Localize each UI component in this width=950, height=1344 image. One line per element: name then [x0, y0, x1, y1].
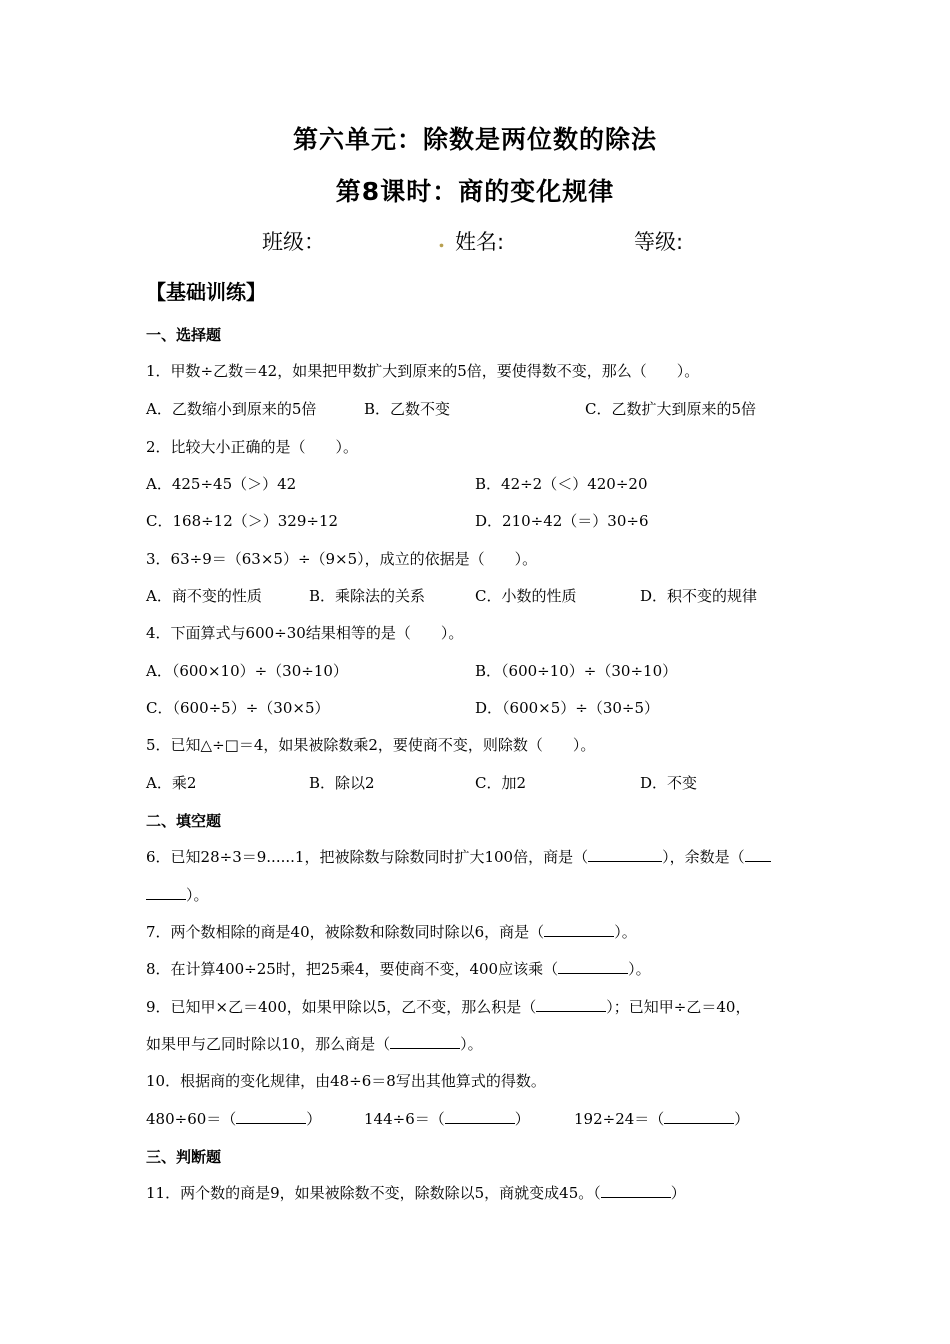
q3-option-d: D．积不变的规律	[640, 587, 758, 605]
q7-text-2: ）。	[614, 923, 637, 941]
q1-option-b: B．乙数不变	[364, 400, 451, 418]
question-9	[146, 996, 750, 1017]
q10-expression-2	[364, 1108, 530, 1129]
q5-option-d: D．不变	[640, 774, 698, 792]
q10-expr-1-text: 480÷60＝（	[146, 1110, 237, 1128]
q9-text-4: ）。	[460, 1035, 483, 1053]
q2-option-b: B．42÷2（＜）420÷20	[475, 475, 648, 493]
q5-option-b: B．除以2	[309, 774, 375, 792]
part-heading-fill: 二、填空题	[146, 812, 222, 830]
question-1-stem: 1．甲数÷乙数＝42，如果把甲数扩大到原来的5倍，要使得数不变，那么（ ）。	[146, 362, 700, 380]
q10-close-2: ）	[514, 1110, 530, 1128]
q4-option-d: D．（600×5）÷（30÷5）	[475, 699, 660, 717]
q11-blank[interactable]	[601, 1183, 671, 1198]
question-7	[146, 921, 637, 942]
question-11	[146, 1182, 686, 1203]
part-heading-judge: 三、判断题	[146, 1148, 222, 1166]
q6-blank-remainder-end[interactable]	[146, 885, 186, 900]
q9-text-1: 9．已知甲×乙＝400，如果甲除以5，乙不变，那么积是（	[146, 998, 537, 1016]
section-heading: 【基础训练】	[146, 280, 266, 304]
question-10-stem: 10．根据商的变化规律，由48÷6＝8写出其他算式的得数。	[146, 1072, 546, 1090]
q9-blank-quotient[interactable]	[390, 1034, 460, 1049]
q10-close-3: ）	[734, 1110, 750, 1128]
q6-blank-remainder-start[interactable]	[745, 847, 771, 862]
question-3-stem: 3．63÷9＝（63×5）÷（9×5），成立的依据是（ ）。	[146, 550, 538, 568]
q7-text-1: 7．两个数相除的商是40，被除数和除数同时除以6，商是（	[146, 923, 545, 941]
name-label: 姓名:	[455, 230, 505, 254]
q1-option-c: C．乙数扩大到原来的5倍	[585, 400, 757, 418]
q4-option-a: A．（600×10）÷（30÷10）	[146, 662, 348, 680]
q2-option-d: D．210÷42（＝）30÷6	[475, 512, 649, 530]
lesson-subtitle: 第8课时：商的变化规律	[335, 177, 615, 206]
q7-blank[interactable]	[544, 922, 614, 937]
q2-option-c: C．168÷12（＞）329÷12	[146, 512, 339, 530]
q10-close-1: ）	[306, 1110, 322, 1128]
q10-expression-1	[146, 1108, 321, 1129]
q9-blank-product[interactable]	[536, 997, 606, 1012]
q10-expr-2-text: 144÷6＝（	[364, 1110, 445, 1128]
q4-option-c: C．（600÷5）÷（30×5）	[146, 699, 330, 717]
question-8	[146, 958, 651, 979]
q6-blank-quotient[interactable]	[588, 847, 662, 862]
q5-option-a: A．乘2	[146, 774, 197, 792]
question-6-continued	[146, 884, 209, 905]
separator-dot: .	[438, 228, 445, 252]
question-2-stem: 2．比较大小正确的是（ ）。	[146, 438, 359, 456]
q6-text-2: ），余数是（	[662, 848, 745, 866]
q3-option-b: B．乘除法的关系	[309, 587, 426, 605]
grade-label: 等级:	[634, 230, 684, 254]
q10-blank-2[interactable]	[445, 1109, 515, 1124]
q9-text-2: ）；已知甲÷乙＝40，	[606, 998, 751, 1016]
q6-text-3: ）。	[186, 886, 209, 904]
q10-expression-3	[574, 1108, 749, 1129]
q4-option-b: B．（600÷10）÷（30÷10）	[475, 662, 678, 680]
q3-option-c: C．小数的性质	[475, 587, 577, 605]
question-6	[146, 846, 771, 867]
q5-option-c: C．加2	[475, 774, 527, 792]
question-9-continued	[146, 1033, 483, 1054]
q8-text-2: ）。	[628, 960, 651, 978]
question-5-stem: 5．已知△÷□＝4，如果被除数乘2，要使商不变，则除数（ ）。	[146, 736, 596, 754]
class-label: 班级：	[262, 230, 325, 254]
q2-option-a: A．425÷45（＞）42	[146, 475, 297, 493]
q11-text-1: 11．两个数的商是9，如果被除数不变，除数除以5，商就变成45。（	[146, 1184, 601, 1202]
q3-option-a: A．商不变的性质	[146, 587, 262, 605]
q11-text-2: ）	[670, 1184, 686, 1202]
q10-expr-3-text: 192÷24＝（	[574, 1110, 665, 1128]
part-heading-choice: 一、选择题	[146, 326, 222, 344]
q1-option-a: A．乙数缩小到原来的5倍	[146, 400, 317, 418]
q10-blank-1[interactable]	[236, 1109, 306, 1124]
question-4-stem: 4．下面算式与600÷30结果相等的是（ ）。	[146, 624, 464, 642]
q6-text-1: 6．已知28÷3＝9......1，把被除数与除数同时扩大100倍，商是（	[146, 848, 589, 866]
q8-blank[interactable]	[558, 959, 628, 974]
page-title: 第六单元：除数是两位数的除法	[292, 125, 657, 154]
q8-text-1: 8．在计算400÷25时，把25乘4，要使商不变，400应该乘（	[146, 960, 559, 978]
q10-blank-3[interactable]	[664, 1109, 734, 1124]
q9-text-3: 如果甲与乙同时除以10，那么商是（	[146, 1035, 391, 1053]
